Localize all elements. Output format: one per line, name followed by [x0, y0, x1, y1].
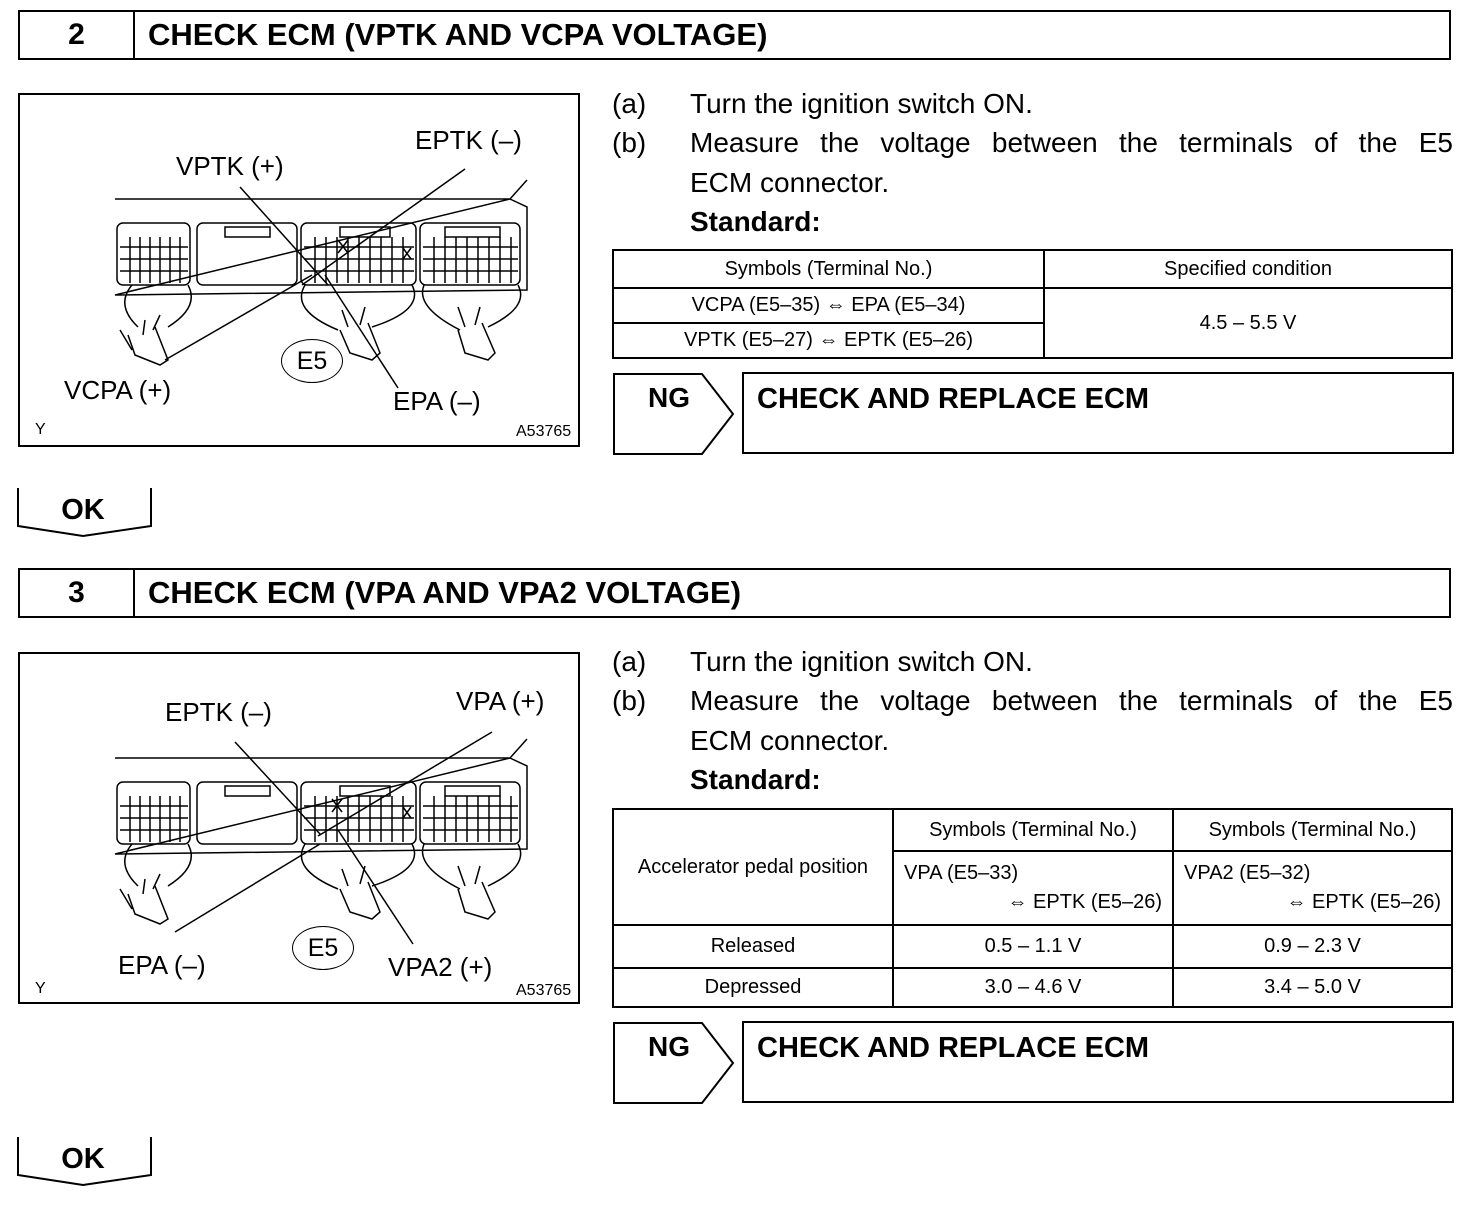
ng-action: CHECK AND REPLACE ECM — [757, 1032, 1150, 1064]
standard-heading: Standard: — [690, 764, 821, 795]
step-2-header — [18, 10, 1451, 60]
figure-corner-mark: Y — [35, 421, 46, 438]
ng-action-box — [742, 1021, 1454, 1103]
ok-result — [16, 1135, 154, 1187]
ecm-connector-figure — [18, 652, 580, 1004]
table-cell: Depressed — [613, 968, 893, 1007]
table-cell: VCPA (E5–35) ⇔ EPA (E5–34) — [613, 288, 1044, 323]
figure-corner-mark: Y — [35, 980, 46, 997]
instruction-label: (a) — [612, 88, 647, 119]
table-header: Symbols (Terminal No.) — [613, 250, 1044, 288]
ng-label: NG — [648, 382, 690, 413]
step-number: 2 — [20, 12, 135, 58]
eptk-label: EPTK (–) — [415, 125, 522, 155]
vptk-label: VPTK (+) — [176, 151, 284, 181]
standard-heading: Standard: — [690, 206, 821, 237]
instruction-text: Measure the voltage between the terminals of the E5 — [690, 127, 1453, 158]
table-cell: 3.4 – 5.0 V — [1173, 968, 1452, 1007]
figure-code: A53765 — [516, 982, 572, 999]
table-cell-condition: 4.5 – 5.5 V — [1044, 288, 1452, 358]
table-cell: 0.9 – 2.3 V — [1173, 925, 1452, 968]
step-number: 3 — [20, 570, 135, 616]
instruction-label: (b) — [612, 685, 647, 716]
standard-table — [612, 808, 1453, 1008]
table-cell: 3.0 – 4.6 V — [893, 968, 1173, 1007]
step-3-header — [18, 568, 1451, 618]
standard-table — [612, 249, 1453, 359]
eptk-label: EPTK (–) — [165, 697, 272, 727]
connector-e5-callout: E5 — [292, 926, 354, 970]
table-cell: VPTK (E5–27) ⇔ EPTK (E5–26) — [613, 323, 1044, 358]
instruction-label: (a) — [612, 646, 647, 677]
epa-label: EPA (–) — [118, 950, 206, 980]
table-header: Symbols (Terminal No.) — [1173, 809, 1452, 851]
vpa-label: VPA (+) — [456, 686, 545, 716]
table-cell: 0.5 – 1.1 V — [893, 925, 1173, 968]
ng-result — [612, 372, 1454, 456]
step-title: CHECK ECM (VPTK AND VCPA VOLTAGE) — [148, 17, 768, 52]
ng-action-box — [742, 372, 1454, 454]
step-title: CHECK ECM (VPA AND VPA2 VOLTAGE) — [148, 575, 742, 610]
ng-action: CHECK AND REPLACE ECM — [757, 383, 1150, 415]
table-header: Symbols (Terminal No.) — [893, 809, 1173, 851]
table-header: Specified condition — [1044, 250, 1452, 288]
instruction-list: (a) Turn the ignition switch ON. (b) Measure the voltage between the terminals of the E5 ECM connector. Standard: — [612, 88, 1453, 237]
instruction-text: Turn the ignition switch ON. — [690, 646, 1033, 677]
instruction-text: Measure the voltage between the terminals of the E5 — [690, 685, 1453, 716]
epa-label: EPA (–) — [393, 386, 481, 416]
ng-label: NG — [648, 1031, 690, 1062]
vpa2-label: VPA2 (+) — [388, 952, 493, 982]
ecm-connector-figure — [18, 93, 580, 447]
connector-e5-callout: E5 — [281, 339, 343, 383]
instruction-list: (a) Turn the ignition switch ON. (b) Measure the voltage between the terminals of the E5 ECM connector. Standard: — [612, 646, 1453, 795]
terminal-cell: VPA2 (E5–32) ⇔ EPTK (E5–26) — [1173, 851, 1452, 925]
ok-label: OK — [61, 1143, 105, 1175]
ok-result — [16, 486, 154, 538]
instruction-label: (b) — [612, 127, 647, 158]
ok-label: OK — [61, 494, 105, 526]
terminal-cell: VPA (E5–33) ⇔ EPTK (E5–26) — [893, 851, 1173, 925]
vcpa-label: VCPA (+) — [64, 375, 172, 405]
table-header: Accelerator pedal position — [613, 809, 893, 925]
figure-code: A53765 — [516, 423, 572, 440]
instruction-text: Turn the ignition switch ON. — [690, 88, 1033, 119]
table-cell: Released — [613, 925, 893, 968]
ng-result — [612, 1021, 1454, 1105]
